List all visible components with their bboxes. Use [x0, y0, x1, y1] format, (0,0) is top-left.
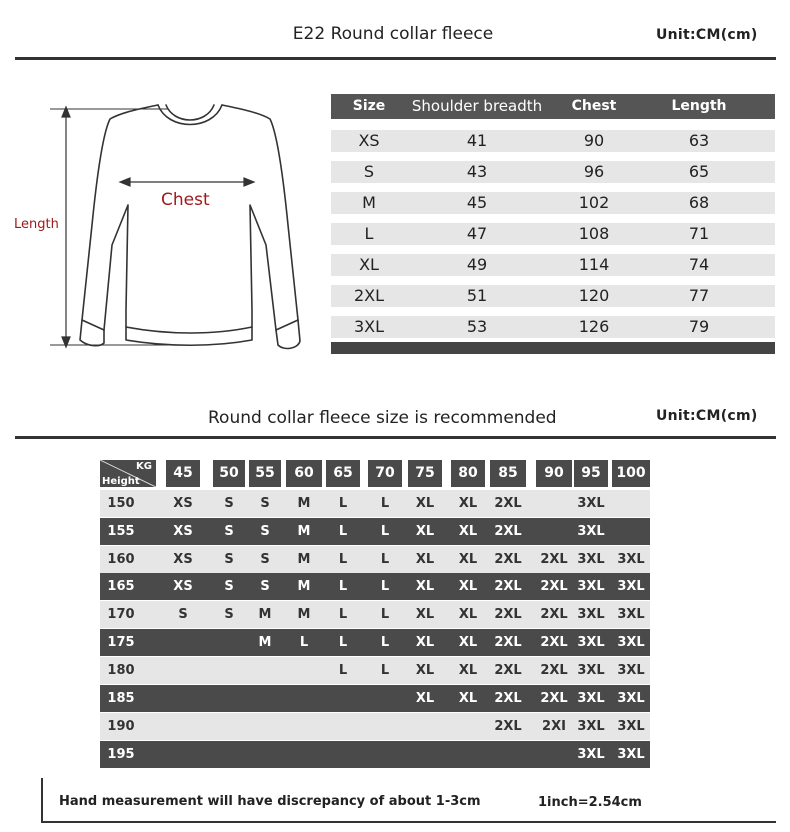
- size-recommendation-cell: XL: [458, 524, 478, 539]
- shoulder-header: Shoulder breadth: [411, 97, 543, 115]
- size-recommendation-cell: 2XL: [494, 552, 522, 567]
- chest-cell: 102: [578, 193, 610, 212]
- height-cell: 190: [107, 719, 135, 734]
- discrepancy-note: Hand measurement will have discrepancy of about 1-3cm: [59, 794, 481, 809]
- table-row: [100, 685, 650, 712]
- size-recommendation-cell: 2XL: [540, 552, 568, 567]
- size-recommendation-cell: XL: [415, 552, 435, 567]
- size-recommendation-cell: [534, 518, 574, 545]
- table-row: [331, 223, 775, 245]
- size-recommendation-cell: XS: [173, 552, 193, 567]
- size-recommendation-cell: XL: [415, 663, 435, 678]
- size-recommendation-cell: S: [260, 552, 270, 567]
- size-recommendation-cell: M: [297, 579, 311, 594]
- height-cell: 185: [107, 691, 135, 706]
- header-divider: [15, 57, 776, 60]
- size-recommendation-cell: [164, 629, 202, 656]
- shoulder-cell: 45: [466, 193, 488, 212]
- size-recommendation-cell: M: [297, 524, 311, 539]
- size-recommendation-cell: [211, 685, 247, 712]
- size-recommendation-cell: [324, 713, 362, 740]
- chest-header: Chest: [571, 98, 617, 114]
- size-recommendation-cell: XS: [173, 579, 193, 594]
- size-recommendation-cell: 2XL: [540, 607, 568, 622]
- height-cell: 175: [107, 635, 135, 650]
- size-recommendation-cell: L: [380, 663, 390, 678]
- length-cell: 71: [688, 224, 710, 243]
- table-row: [100, 490, 650, 517]
- chest-cell: 90: [583, 131, 605, 150]
- size-cell: M: [362, 193, 376, 212]
- table-row: [100, 601, 650, 628]
- size-recommendation-cell: M: [258, 635, 272, 650]
- size-recommendation-cell: 2XL: [494, 524, 522, 539]
- size-recommendation-cell: S: [260, 579, 270, 594]
- recommend-divider: [15, 436, 776, 439]
- kg-header-cell: 75: [408, 460, 442, 487]
- page-title: E22 Round collar fleece: [292, 24, 494, 44]
- size-recommendation-cell: [284, 741, 324, 768]
- size-recommendation-cell: [534, 741, 574, 768]
- recommend-unit-label: Unit:CM(cm): [656, 408, 758, 424]
- size-recommendation-cell: [366, 741, 404, 768]
- size-recommendation-cell: 3XL: [617, 635, 645, 650]
- size-recommendation-cell: [284, 657, 324, 684]
- kg-header-cell: 60: [286, 460, 322, 487]
- size-recommendation-cell: 2XL: [540, 579, 568, 594]
- size-recommendation-cell: [247, 685, 283, 712]
- kg-header-cell: 50: [213, 460, 245, 487]
- size-recommendation-cell: 3XL: [577, 607, 605, 622]
- size-recommendation-cell: [324, 741, 362, 768]
- size-recommendation-cell: 3XL: [617, 663, 645, 678]
- length-cell: 79: [688, 317, 710, 336]
- chest-cell: 96: [583, 162, 605, 181]
- size-recommendation-cell: [211, 657, 247, 684]
- height-cell: 170: [107, 607, 135, 622]
- size-recommendation-cell: [449, 741, 487, 768]
- size-cell: L: [364, 224, 374, 243]
- size-recommendation-cell: XL: [415, 635, 435, 650]
- size-recommendation-cell: [211, 629, 247, 656]
- size-recommendation-cell: L: [380, 552, 390, 567]
- size-recommendation-cell: [164, 657, 202, 684]
- size-cell: 3XL: [353, 317, 385, 336]
- table-row: [100, 573, 650, 600]
- kg-header-cell: 45: [166, 460, 200, 487]
- table-row: [100, 657, 650, 684]
- table-row: [100, 629, 650, 656]
- table-row: [331, 130, 775, 152]
- kg-header-cell: 65: [326, 460, 360, 487]
- chest-label: Chest: [161, 190, 210, 210]
- size-recommendation-cell: XL: [415, 496, 435, 511]
- size-recommendation-cell: XL: [458, 663, 478, 678]
- size-recommendation-cell: XL: [415, 607, 435, 622]
- size-recommendation-cell: 2XL: [494, 635, 522, 650]
- chest-cell: 108: [578, 224, 610, 243]
- size-recommendation-cell: 3XL: [617, 747, 645, 762]
- size-recommendation-cell: L: [299, 635, 309, 650]
- size-recommendation-cell: [247, 741, 283, 768]
- table-row: [100, 741, 650, 768]
- size-recommendation-cell: 2XL: [494, 607, 522, 622]
- size-recommendation-cell: XL: [458, 607, 478, 622]
- size-recommendation-cell: [534, 490, 574, 517]
- size-recommendation-cell: L: [338, 635, 348, 650]
- chest-cell: 126: [578, 317, 610, 336]
- size-recommendation-cell: [366, 713, 404, 740]
- size-recommendation-cell: M: [297, 496, 311, 511]
- length-cell: 74: [688, 255, 710, 274]
- height-cell: 165: [107, 579, 135, 594]
- size-recommendation-cell: XL: [458, 691, 478, 706]
- size-recommendation-cell: 3XL: [617, 552, 645, 567]
- height-cell: 180: [107, 663, 135, 678]
- table-row: [331, 316, 775, 338]
- size-recommendation-cell: 3XL: [577, 579, 605, 594]
- size-recommendation-cell: XS: [173, 524, 193, 539]
- size-table-header: [331, 94, 775, 119]
- table-row: [331, 285, 775, 307]
- chest-cell: 120: [578, 286, 610, 305]
- size-recommendation-cell: 3XL: [577, 719, 605, 734]
- kg-header-cell: 70: [368, 460, 402, 487]
- size-recommendation-cell: 2XL: [494, 579, 522, 594]
- size-recommendation-cell: XL: [415, 691, 435, 706]
- size-recommendation-cell: 3XL: [617, 691, 645, 706]
- size-recommendation-cell: XL: [458, 579, 478, 594]
- sweater-body: [82, 105, 298, 333]
- recommend-title: Round collar fleece size is recommended: [208, 408, 557, 428]
- height-cell: 195: [107, 747, 135, 762]
- table-row: [331, 192, 775, 214]
- size-recommendation-cell: [324, 685, 362, 712]
- size-table-footer-bar: [331, 342, 775, 354]
- size-recommendation-cell: 2XL: [540, 635, 568, 650]
- size-recommendation-cell: S: [224, 524, 234, 539]
- size-recommendation-cell: 2XL: [494, 663, 522, 678]
- size-recommendation-cell: [610, 518, 652, 545]
- size-recommendation-cell: 3XL: [617, 579, 645, 594]
- size-recommendation-cell: 2XL: [494, 719, 522, 734]
- height-cell: 155: [107, 524, 135, 539]
- size-recommendation-cell: 2XL: [494, 691, 522, 706]
- inch-conversion: 1inch=2.54cm: [538, 795, 642, 810]
- size-recommendation-cell: M: [297, 607, 311, 622]
- size-recommendation-cell: 3XL: [577, 552, 605, 567]
- size-cell: 2XL: [353, 286, 385, 305]
- size-recommendation-cell: 3XL: [577, 635, 605, 650]
- size-recommendation-cell: [247, 657, 283, 684]
- length-label: Length: [14, 217, 59, 232]
- size-recommendation-cell: L: [338, 607, 348, 622]
- size-recommendation-cell: L: [380, 496, 390, 511]
- size-recommendation-cell: [406, 713, 444, 740]
- size-recommendation-cell: L: [380, 579, 390, 594]
- size-recommendation-cell: [211, 741, 247, 768]
- size-recommendation-cell: 3XL: [577, 747, 605, 762]
- table-corner: [100, 460, 156, 487]
- size-recommendation-cell: 3XL: [617, 719, 645, 734]
- size-recommendation-cell: [366, 685, 404, 712]
- size-recommendation-cell: 3XL: [577, 691, 605, 706]
- size-recommendation-cell: XL: [458, 552, 478, 567]
- size-recommendation-cell: 3XL: [577, 663, 605, 678]
- length-cell: 65: [688, 162, 710, 181]
- size-recommendation-cell: S: [260, 496, 270, 511]
- size-recommendation-cell: S: [178, 607, 188, 622]
- size-recommendation-cell: 2XL: [540, 663, 568, 678]
- length-cell: 77: [688, 286, 710, 305]
- length-arrow: [50, 107, 208, 347]
- size-recommendation-cell: 2XL: [540, 691, 568, 706]
- size-recommendation-cell: S: [224, 552, 234, 567]
- size-recommendation-cell: [164, 741, 202, 768]
- height-cell: 160: [107, 552, 135, 567]
- size-header: Size: [352, 98, 386, 114]
- shoulder-cell: 43: [466, 162, 488, 181]
- size-recommendation-cell: [488, 741, 528, 768]
- size-recommendation-cell: L: [380, 635, 390, 650]
- size-recommendation-cell: S: [224, 579, 234, 594]
- size-recommendation-cell: XL: [415, 524, 435, 539]
- size-recommendation-cell: S: [260, 524, 270, 539]
- shoulder-cell: 49: [466, 255, 488, 274]
- size-cell: XL: [359, 255, 379, 274]
- size-recommendation-cell: M: [258, 607, 272, 622]
- size-recommendation-cell: [406, 741, 444, 768]
- kg-header-cell: 85: [490, 460, 526, 487]
- size-recommendation-cell: [247, 713, 283, 740]
- size-recommendation-cell: L: [338, 552, 348, 567]
- length-header: Length: [671, 98, 727, 114]
- size-recommendation-cell: XL: [458, 496, 478, 511]
- size-recommendation-cell: 3XL: [617, 607, 645, 622]
- shoulder-cell: 51: [466, 286, 488, 305]
- size-recommendation-cell: M: [297, 552, 311, 567]
- unit-label: Unit:CM(cm): [656, 27, 758, 43]
- kg-header-cell: 80: [451, 460, 485, 487]
- table-row: [100, 713, 650, 740]
- shoulder-cell: 41: [466, 131, 488, 150]
- shoulder-cell: 47: [466, 224, 488, 243]
- height-cell: 150: [107, 496, 135, 511]
- size-recommendation-cell: XL: [415, 579, 435, 594]
- size-recommendation-cell: L: [338, 663, 348, 678]
- size-recommendation-cell: [284, 685, 324, 712]
- size-recommendation-cell: 3XL: [577, 496, 605, 511]
- footer-left-border: [41, 778, 43, 822]
- table-row: [331, 161, 775, 183]
- size-recommendation-cell: L: [380, 524, 390, 539]
- table-row: [100, 546, 650, 573]
- size-recommendation-cell: S: [224, 496, 234, 511]
- size-recommendation-cell: [164, 685, 202, 712]
- footer-bottom-border: [41, 821, 776, 823]
- size-recommendation-cell: [449, 713, 487, 740]
- height-corner-label: Height: [102, 476, 140, 487]
- length-cell: 68: [688, 193, 710, 212]
- length-cell: 63: [688, 131, 710, 150]
- size-recommendation-cell: L: [338, 524, 348, 539]
- size-recommendation-cell: 2XL: [494, 496, 522, 511]
- size-recommendation-cell: L: [338, 579, 348, 594]
- size-recommendation-cell: [284, 713, 324, 740]
- size-recommendation-cell: [610, 490, 652, 517]
- kg-header-cell: 100: [612, 460, 650, 487]
- size-recommendation-cell: L: [338, 496, 348, 511]
- size-recommendation-cell: L: [380, 607, 390, 622]
- size-recommendation-cell: S: [224, 607, 234, 622]
- table-row: [100, 518, 650, 545]
- size-cell: XS: [358, 131, 380, 150]
- table-row: [331, 254, 775, 276]
- chest-cell: 114: [578, 255, 610, 274]
- chest-arrow: [120, 178, 254, 186]
- size-recommendation-cell: XL: [458, 635, 478, 650]
- size-cell: S: [363, 162, 375, 181]
- size-recommendation-cell: XS: [173, 496, 193, 511]
- size-recommendation-cell: 3XL: [577, 524, 605, 539]
- size-recommendation-cell: [164, 713, 202, 740]
- shoulder-cell: 53: [466, 317, 488, 336]
- kg-corner-label: KG: [136, 461, 152, 472]
- kg-header-cell: 55: [249, 460, 281, 487]
- kg-header-cell: 95: [574, 460, 608, 487]
- size-recommendation-cell: 2XI: [542, 719, 566, 734]
- kg-header-cell: 90: [536, 460, 572, 487]
- size-recommendation-cell: [211, 713, 247, 740]
